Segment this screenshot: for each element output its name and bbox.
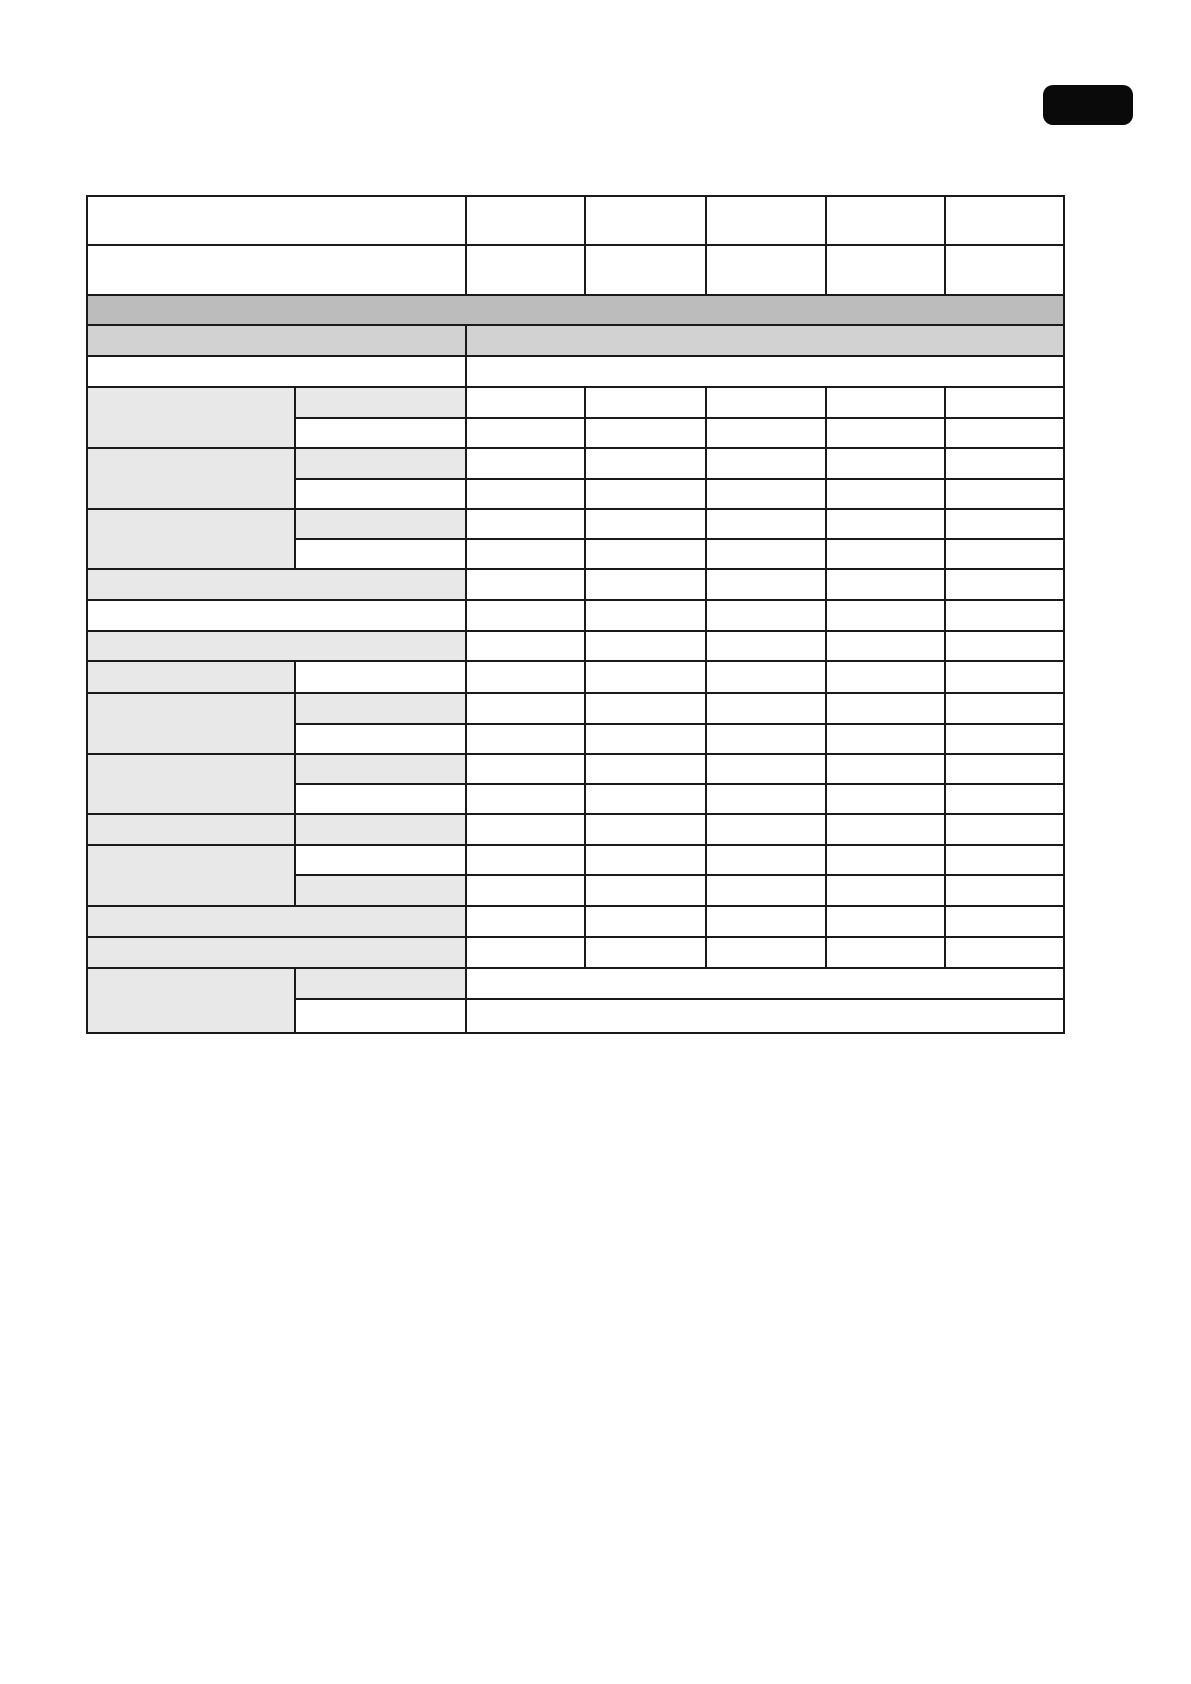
data-cell [466, 784, 585, 814]
data-cell [87, 600, 466, 631]
data-cell [706, 569, 826, 600]
header-cell [585, 245, 706, 295]
header-cell [585, 196, 706, 245]
table-row [87, 631, 1064, 661]
data-cell [826, 539, 945, 569]
data-cell [466, 479, 585, 509]
header-cell [466, 245, 585, 295]
data-cell [585, 693, 706, 724]
data-cell [295, 724, 466, 754]
row-label-cell [87, 845, 295, 906]
table-row [87, 245, 1064, 295]
data-cell [706, 814, 826, 845]
data-cell [945, 784, 1064, 814]
table-row [87, 968, 1064, 999]
data-cell [945, 418, 1064, 448]
data-cell [295, 784, 466, 814]
data-cell [945, 754, 1064, 784]
row-label-cell [295, 814, 466, 845]
data-cell [466, 693, 585, 724]
data-cell [945, 937, 1064, 968]
table-row [87, 325, 1064, 356]
table-row [87, 569, 1064, 600]
row-label-cell [295, 754, 466, 784]
header-cell [945, 196, 1064, 245]
table-row [87, 387, 1064, 418]
data-cell [585, 875, 706, 906]
row-label-cell [295, 448, 466, 479]
data-cell [945, 875, 1064, 906]
data-cell [945, 845, 1064, 875]
data-cell [706, 509, 826, 539]
data-cell [466, 999, 1064, 1033]
row-label-cell [295, 387, 466, 418]
data-cell [706, 600, 826, 631]
data-cell [466, 448, 585, 479]
header-cell [466, 196, 585, 245]
data-cell [466, 631, 585, 661]
data-cell [706, 418, 826, 448]
data-cell [945, 814, 1064, 845]
data-cell [466, 539, 585, 569]
data-cell [706, 937, 826, 968]
table-row [87, 845, 1064, 875]
row-label-cell [295, 875, 466, 906]
data-cell [466, 724, 585, 754]
data-cell [585, 539, 706, 569]
table-body [87, 196, 1064, 1033]
data-cell [466, 814, 585, 845]
table-row [87, 814, 1064, 845]
row-label-cell [87, 509, 295, 569]
data-cell [585, 814, 706, 845]
data-cell [295, 539, 466, 569]
data-cell [585, 754, 706, 784]
data-cell [585, 569, 706, 600]
table-row [87, 295, 1064, 325]
data-cell [945, 509, 1064, 539]
data-cell [585, 724, 706, 754]
data-cell [466, 906, 585, 937]
data-cell [826, 631, 945, 661]
data-cell [826, 875, 945, 906]
row-label-cell [295, 509, 466, 539]
data-cell [826, 906, 945, 937]
data-cell [585, 631, 706, 661]
data-cell [826, 509, 945, 539]
data-cell [585, 600, 706, 631]
data-cell [585, 418, 706, 448]
data-cell [706, 754, 826, 784]
data-cell [945, 906, 1064, 937]
data-cell [466, 845, 585, 875]
table-row [87, 906, 1064, 937]
data-cell [826, 845, 945, 875]
data-cell [295, 999, 466, 1033]
data-cell [826, 387, 945, 418]
row-label-cell [87, 325, 466, 356]
data-cell [295, 661, 466, 693]
data-cell [945, 724, 1064, 754]
data-cell [585, 937, 706, 968]
black-tab-badge [1043, 85, 1133, 125]
data-cell [466, 937, 585, 968]
row-label-cell [87, 448, 295, 509]
data-cell [585, 845, 706, 875]
data-cell [295, 418, 466, 448]
data-cell [466, 569, 585, 600]
data-cell [826, 693, 945, 724]
table-row [87, 754, 1064, 784]
table-row [87, 600, 1064, 631]
data-cell [585, 661, 706, 693]
data-cell [295, 845, 466, 875]
data-cell [466, 661, 585, 693]
data-cell [945, 631, 1064, 661]
table-row [87, 937, 1064, 968]
header-cell [945, 245, 1064, 295]
row-label-cell [87, 387, 295, 448]
data-cell [945, 479, 1064, 509]
data-cell [466, 968, 1064, 999]
data-cell [706, 784, 826, 814]
row-label-cell [87, 569, 466, 600]
header-cell [87, 245, 466, 295]
data-cell [826, 600, 945, 631]
data-cell [826, 569, 945, 600]
data-cell [706, 845, 826, 875]
header-cell [826, 196, 945, 245]
table-row [87, 661, 1064, 693]
row-label-cell [87, 937, 466, 968]
data-cell [945, 387, 1064, 418]
data-cell [466, 418, 585, 448]
header-cell [826, 245, 945, 295]
data-cell [466, 509, 585, 539]
row-label-cell [466, 325, 1064, 356]
row-label-cell [87, 754, 295, 814]
data-cell [585, 387, 706, 418]
data-cell [945, 693, 1064, 724]
table-row [87, 356, 1064, 387]
header-cell [87, 196, 466, 245]
data-cell [706, 387, 826, 418]
data-cell [706, 693, 826, 724]
row-label-cell [87, 906, 466, 937]
data-cell [945, 569, 1064, 600]
row-label-cell [87, 814, 295, 845]
data-cell [466, 600, 585, 631]
row-label-cell [87, 968, 295, 1033]
data-cell [945, 448, 1064, 479]
header-cell [706, 245, 826, 295]
data-cell [706, 448, 826, 479]
data-cell [826, 479, 945, 509]
data-cell [826, 661, 945, 693]
data-cell [585, 784, 706, 814]
data-cell [585, 479, 706, 509]
table-row [87, 693, 1064, 724]
row-label-cell [295, 968, 466, 999]
data-cell [87, 356, 466, 387]
row-label-cell [87, 631, 466, 661]
data-cell [706, 875, 826, 906]
data-cell [585, 509, 706, 539]
table-row [87, 448, 1064, 479]
data-cell [585, 448, 706, 479]
data-cell [826, 418, 945, 448]
data-cell [945, 539, 1064, 569]
data-cell [466, 875, 585, 906]
table-row [87, 196, 1064, 245]
data-cell [706, 631, 826, 661]
data-cell [826, 754, 945, 784]
row-label-cell [87, 661, 295, 693]
data-cell [706, 661, 826, 693]
data-cell [295, 479, 466, 509]
data-cell [585, 906, 706, 937]
data-cell [826, 814, 945, 845]
data-cell [706, 479, 826, 509]
data-cell [466, 387, 585, 418]
section-band-cell [87, 295, 1064, 325]
data-cell [945, 661, 1064, 693]
data-cell [706, 724, 826, 754]
empty-spec-table [86, 195, 1065, 1034]
row-label-cell [295, 693, 466, 724]
row-label-cell [87, 693, 295, 754]
table-row [87, 509, 1064, 539]
data-cell [826, 784, 945, 814]
data-cell [706, 539, 826, 569]
data-cell [826, 937, 945, 968]
data-cell [826, 724, 945, 754]
data-cell [826, 448, 945, 479]
data-cell [945, 600, 1064, 631]
data-cell [706, 906, 826, 937]
header-cell [706, 196, 826, 245]
data-cell [466, 356, 1064, 387]
data-cell [466, 754, 585, 784]
